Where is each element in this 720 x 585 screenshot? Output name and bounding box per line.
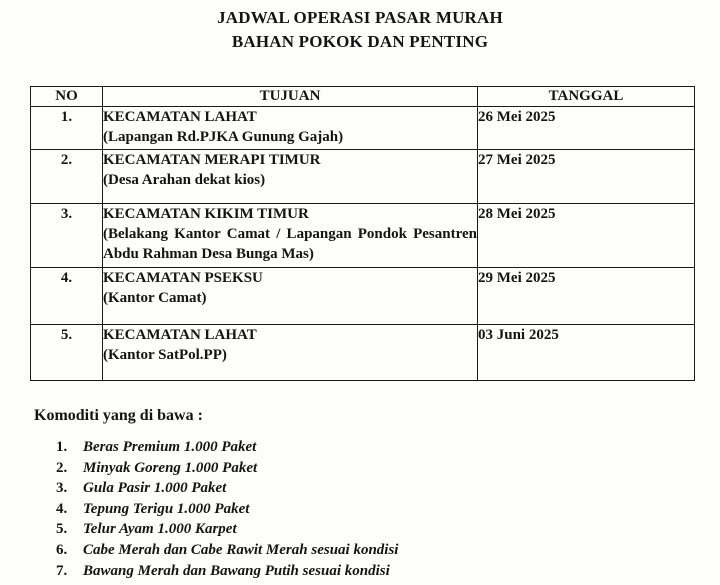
header-tujuan: TUJUAN [103,87,478,107]
item-number: 2. [56,459,68,476]
item-text: Beras Premium 1.000 Paket [83,439,257,455]
item-text: Tepung Terigu 1.000 Paket [83,500,250,517]
item-text: Telur Ayam 1.000 Karpet [83,521,237,538]
row-number: 1. [31,107,103,150]
item-number: 3. [56,480,68,497]
kecamatan-name: KECAMATAN MERAPI TIMUR [103,152,321,168]
komoditi-heading: Komoditi yang di bawa : [34,407,203,424]
item-text: Cabe Merah dan Cabe Rawit Merah sesuai kondisi [83,541,399,558]
row-destination [103,204,478,268]
title-line-2: BAHAN POKOK DAN PENTING [231,32,489,51]
item-number: 7. [56,562,68,579]
location-detail: (Kantor Camat) [103,290,207,306]
row-number: 5. [31,325,103,381]
item-text: Gula Pasir 1.000 Paket [83,480,227,497]
title-line-1: JADWAL OPERASI PASAR MURAH [217,8,503,27]
row-date: 29 Mei 2025 [478,268,695,325]
list-item [56,437,694,458]
table-row [31,150,695,204]
item-number: 6. [56,541,68,558]
row-destination [103,107,478,150]
list-item [56,561,694,582]
location-detail: (Lapangan Rd.PJKA Gunung Gajah) [103,129,344,145]
item-text: Bawang Merah dan Bawang Putih sesuai kondisi [83,562,390,579]
list-item [56,478,694,499]
document-title [0,6,720,54]
list-item [56,499,694,520]
list-item [56,540,694,561]
table-row [31,325,695,381]
row-date: 26 Mei 2025 [478,107,695,150]
header-tanggal: TANGGAL [478,87,695,107]
row-number: 2. [31,150,103,204]
location-detail: (Kantor SatPol.PP) [103,347,227,363]
location-detail: (Belakang Kantor Camat / Lapangan Pondok Pesantren Abdu Rahman Desa Bunga Mas) [103,226,477,262]
kecamatan-name: KECAMATAN PSEKSU [103,270,263,286]
header-no: NO [31,87,103,107]
table-header-row [31,87,695,107]
row-destination [103,150,478,204]
location-detail: (Desa Arahan dekat kios) [103,172,266,188]
row-date: 27 Mei 2025 [478,150,695,204]
row-number: 4. [31,268,103,325]
table-row [31,107,695,150]
item-number: 4. [56,500,68,517]
row-date: 28 Mei 2025 [478,204,695,268]
komoditi-section [34,406,694,581]
list-item [56,519,694,540]
row-number: 3. [31,204,103,268]
row-destination [103,325,478,381]
table-row [31,268,695,325]
komoditi-list [34,437,694,581]
item-text: Minyak Goreng 1.000 Paket [83,459,258,476]
list-item [56,458,694,479]
row-destination [103,268,478,325]
item-number: 5. [56,521,68,538]
kecamatan-name: KECAMATAN KIKIM TIMUR [103,206,309,222]
kecamatan-name: KECAMATAN LAHAT [103,109,257,125]
schedule-table [30,86,695,381]
row-date: 03 Juni 2025 [478,325,695,381]
item-number: 1. [56,439,68,455]
table-row [31,204,695,268]
kecamatan-name: KECAMATAN LAHAT [103,327,257,343]
